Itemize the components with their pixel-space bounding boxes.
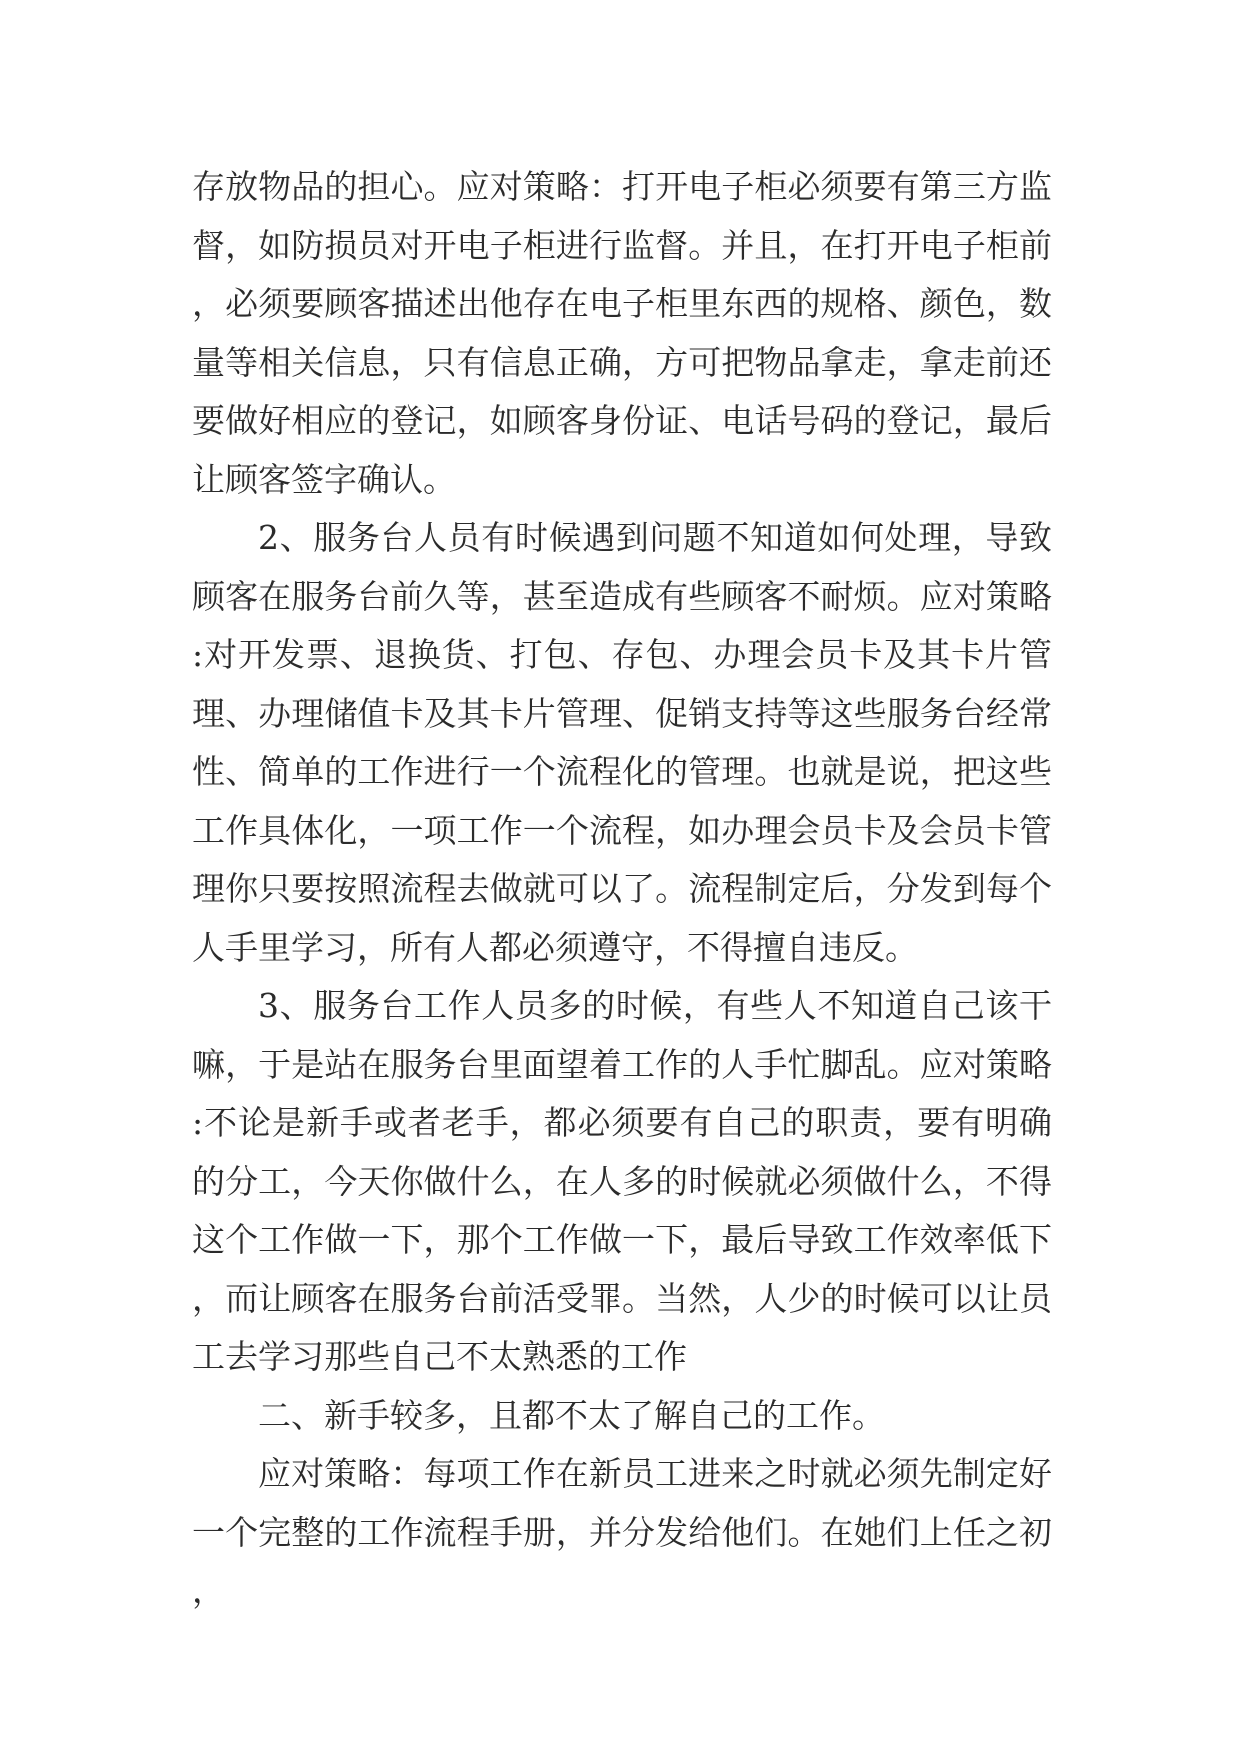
section-heading-2: 二、新手较多，且都不太了解自己的工作。 <box>258 1395 885 1435</box>
document-body <box>192 158 1052 1621</box>
paragraph-continuation: 存放物品的担心。应对策略：打开电子柜必须要有第三方监督，如防损员对开电子柜进行监督。并且，在打开电子柜前，必须要顾客描述出他存在电子柜里东西的规格、颜色，数量等相关信息，只有信息正确，方可把物品拿走，拿走前还要做好相应的登记，如顾客身份证、电话号码的登记，最后让顾客签字确认。 <box>192 167 1052 499</box>
paragraph-item-3: 3、服务台工作人员多的时候，有些人不知道自己该干嘛，于是站在服务台里面望着工作的人手忙脚乱。应对策略:不论是新手或者老手，都必须要有自己的职责，要有明确的分工，今天你做什么，在人多的时候就必须做什么，不得这个工作做一下，那个工作做一下，最后导致工作效率低下，而让顾客在服务台前活受罪。当然，人少的时候可以让员工去学习那些自己不太熟悉的工作 <box>192 986 1052 1376</box>
paragraph-item-2: 2、服务台人员有时候遇到问题不知道如何处理，导致顾客在服务台前久等，甚至造成有些顾客不耐烦。应对策略:对开发票、退换货、打包、存包、办理会员卡及其卡片管理、办理储值卡及其卡片管理、促销支持等这些服务台经常性、简单的工作进行一个流程化的管理。也就是说，把这些工作具体化，一项工作一个流程，如办理会员卡及会员卡管理你只要按照流程去做就可以了。流程制定后，分发到每个人手里学习，所有人都必须遵守，不得擅自违反。 <box>192 518 1052 967</box>
paragraph-strategy: 应对策略：每项工作在新员工进来之时就必须先制定好一个完整的工作流程手册，并分发给他们。在她们上任之初， <box>192 1454 1052 1610</box>
